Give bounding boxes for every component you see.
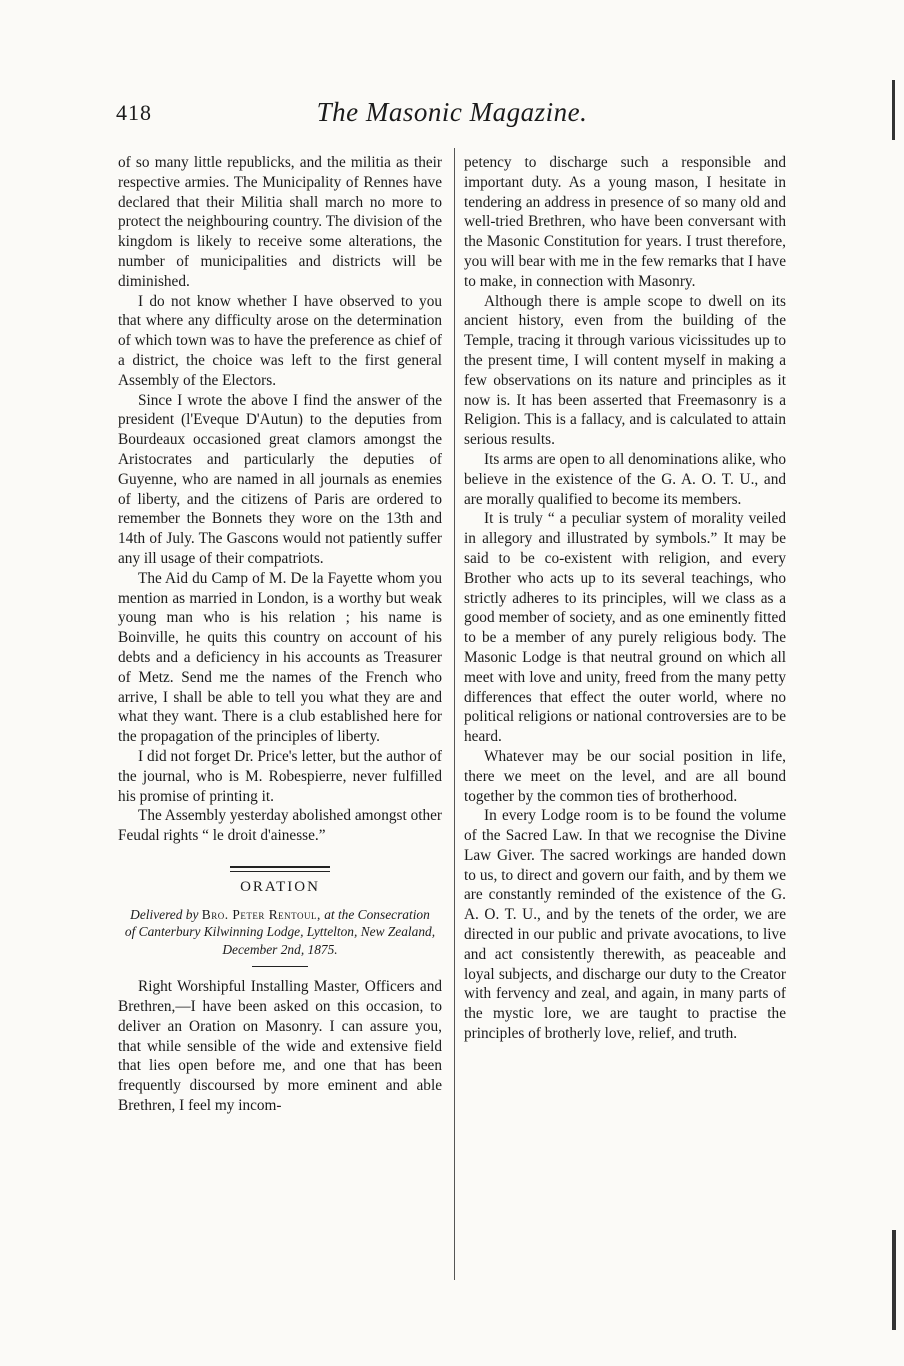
paragraph: I do not know whether I have observed to you that where any difficulty arose on the determination of which town was to have the preference as chief of a district, the choice was left to the first general Assembly of the Electors. — [118, 292, 442, 389]
speaker-name: Bro. Peter Rentoul, — [201, 906, 321, 922]
running-title: The Masonic Magazine. — [316, 97, 588, 127]
paragraph: of so many little republicks, and the militia as their respective armies. The Municipality of Rennes have declared that their Militia shall march no more to protect the neighbouring country. The division of the kingdom is likely to receive some alterations, the number of municipalities and districts will be diminished. — [118, 154, 442, 290]
section-rule — [230, 866, 330, 872]
right-column — [464, 153, 786, 1044]
paragraph: petency to discharge such a responsible and important duty. As a young mason, I hesitate in tendering an address in presence of so many old and well-tried Brethren, who have been conversant with the Masonic Constitution for years. I trust therefore, you will bear with me in the few remarks that I have to make, in connection with Masonry. — [464, 154, 786, 290]
page-edge-mark — [892, 1230, 896, 1330]
column-divider — [454, 148, 455, 1280]
paragraph: Its arms are open to all denominations alike, who believe in the existence of the G. A. O. T. U., and are morally qualified to become its members. — [464, 450, 786, 508]
paragraph: The Aid du Camp of M. De la Fayette whom you mention as married in London, is a worthy but weak young man who is his relation ; his name is Boinville, he quits this country on account of his debts and a deficiency in his accounts as Treasurer of Metz. Send me the names of the French who arrive, I shall be able to tell you what they are and what they want. There is a club established here for the propagation of the principles of liberty. — [118, 569, 442, 746]
short-rule — [252, 966, 308, 967]
oration-title: ORATION — [240, 878, 320, 895]
paragraph: The Assembly yesterday abolished amongst other Feudal rights “ le droit d'ainesse.” — [118, 807, 442, 845]
paragraph: In every Lodge room is to be found the volume of the Sacred Law. In that we recognise the Divine Law Giver. The sacred workings are handed down to us, to direct and govern our faith, and by them we are constantly reminded of the existence of the G. A. O. T. U., and by the tenets of the order, we are directed in our public and private avocations, to live and act consistently therewith, as peaceable and loyal subjects, and discharge our duty to the Creator with fervency and zeal, and again, in many parts of the mystic lore, we are taught to practise the principles of brotherly love, relief, and truth. — [464, 807, 786, 1043]
occasion-text: at the Consecration of Canterbury Kilwinning Lodge, Lyttelton, New Zealand, December 2nd, 1875. — [124, 906, 436, 957]
paragraph: Although there is ample scope to dwell on its ancient history, even from the building of the Temple, tracing it through various vicissitudes up to the present time, I will content myself in making a few observations on its nature and principles as it now is. It has been asserted that Freemasonry is a Religion. This is a fallacy, and is calculated to attain serious results. — [464, 292, 786, 449]
page-edge-mark — [892, 80, 895, 140]
oration-opening: Right Worshipful Installing Master, Officers and Brethren,—I have been asked on this occasion, to deliver an Oration on Masonry. I can assure you, that while sensible of the wide and extensive field that lies open before me, and one that has been frequently discoursed by more eminent and able Brethren, I feel my incom- — [118, 978, 442, 1114]
oration-byline — [124, 906, 436, 959]
paragraph: It is truly “ a peculiar system of morality veiled in allegory and illustrated by symbols.” It may be said to be co-existent with religion, and every Brother who acts up to its several teachings, who strictly adheres to its principles, will we class as a good member of society, and as one eminently fitted to be a member of any purely religious body. The Masonic Lodge is that neutral ground on which all meet with love and unity, freed from the many petty differences that effect the outer world, where no political religions or national controversies are to be heard. — [464, 510, 786, 746]
paragraph: I did not forget Dr. Price's letter, but the author of the journal, who is M. Robespierre, never fulfilled his promise of printing it. — [118, 747, 442, 805]
left-column — [118, 153, 442, 1116]
paragraph: Since I wrote the above I find the answer of the president (l'Eveque D'Autun) to the deputies from Bourdeaux occasioned great clamors amongst the Aristocrates and particularly the deputies of Guyenne, who are named in all journals as enemies of liberty, and the citizens of Paris are ordered to remember the Bonnets they wore on the 13th and 14th of July. The Gascons would not patiently suffer any ill usage of their compatriots. — [118, 391, 442, 567]
byline-prefix: Delivered by — [130, 906, 199, 922]
paragraph: Whatever may be our social position in life, there we meet on the level, and are all bound together by the common ties of brotherhood. — [464, 747, 786, 805]
page-number: 418 — [116, 100, 152, 125]
